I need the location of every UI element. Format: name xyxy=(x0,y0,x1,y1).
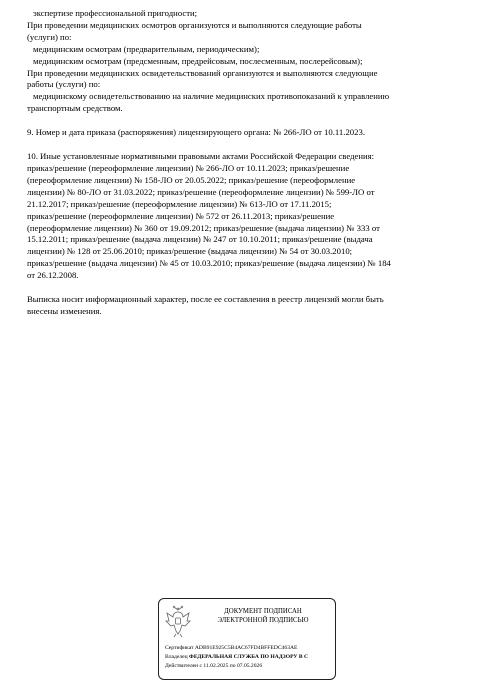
owner-label: Владелец xyxy=(165,654,188,660)
stamp-title xyxy=(195,608,331,625)
document-line: 21.12.2017; приказ/решение (переоформление лицензии) № 613-ЛО от 17.11.2015; xyxy=(27,198,332,209)
document-line: 15.12.2011; приказ/решение (выдача лицензии) № 247 от 10.10.2011; приказ/решение (выдача xyxy=(27,234,373,245)
document-line: внесены изменения. xyxy=(27,305,102,316)
document-line: приказ/решение (выдача лицензии) № 45 от 10.03.2010; приказ/решение (выдача лицензии) № 184 xyxy=(27,258,391,269)
document-line: транспортным средством. xyxy=(27,103,123,114)
document-line: медицинским осмотрам (предварительным, периодическим); xyxy=(33,43,260,54)
document-line: 9. Номер и дата приказа (распоряжения) лицензирующего органа: № 266-ЛО от 10.11.2023. xyxy=(27,127,365,138)
document-line: При проведении медицинских освидетельствований организуются и выполняются следующие xyxy=(27,67,378,78)
stamp-title-line1: ДОКУМЕНТ ПОДПИСАН xyxy=(224,608,302,615)
stamp-title-line2: ЭЛЕКТРОННОЙ ПОДПИСЬЮ xyxy=(217,616,309,624)
document-line: Выписка носит информационный характер, после ее составления в реестр лицензий могли быть xyxy=(27,294,384,305)
document-body xyxy=(27,8,467,318)
owner-line xyxy=(165,654,308,661)
document-line: приказ/решение (переоформление лицензии) № 266-ЛО от 10.11.2023; приказ/решение xyxy=(27,162,350,173)
document-line: При проведении медицинских осмотров организуются и выполняются следующие работы xyxy=(27,19,362,30)
document-line: (переоформление лицензии) № 158-ЛО от 20.05.2022; приказ/решение (переоформление xyxy=(27,174,356,185)
document-line: экспертизе профессиональной пригодности; xyxy=(33,8,198,18)
document-line: приказ/решение (переоформление лицензии) № 572 от 26.11.2013; приказ/решение xyxy=(27,210,335,221)
document-line: (переоформление лицензии) № 360 от 19.09.2012; приказ/решение (выдача лицензии) № 333 от xyxy=(27,222,380,233)
electronic-signature-stamp xyxy=(158,598,336,680)
document-line: лицензии) № 128 от 25.06.2010; приказ/решение (выдача лицензии) № 54 от 30.03.2010; xyxy=(27,246,353,257)
document-line: работы (услуги) по: xyxy=(27,79,101,90)
certificate-line: Сертификат ADB91E925C5B4AC67FD4BFFEDC463AE xyxy=(165,645,298,651)
paragraph-gap xyxy=(27,139,467,151)
paragraph-gap xyxy=(27,115,467,127)
document-line: медицинским осмотрам (предсменным, предрейсовым, послесменным, послерейсовым); xyxy=(33,55,363,66)
russian-coat-of-arms-icon xyxy=(163,604,193,638)
document-line: (услуги) по: xyxy=(27,31,72,42)
document-line: от 26.12.2008. xyxy=(27,270,79,281)
owner-name: ФЕДЕРАЛЬНАЯ СЛУЖБА ПО НАДЗОРУ В С xyxy=(189,654,309,660)
document-line: лицензии) № 80-ЛО от 31.03.2022; приказ/решение (переоформление лицензии) № 599-ЛО от xyxy=(27,186,375,197)
paragraph-gap xyxy=(27,282,467,294)
validity-line: Действителен с 11.02.2025 по 07.05.2026 xyxy=(165,663,263,669)
document-line: 10. Иные установленные нормативными правовыми актами Российской Федерации сведения: xyxy=(27,151,375,162)
document-line: медицинскому освидетельствованию на наличие медицинских противопоказаний к управлению xyxy=(33,91,390,102)
